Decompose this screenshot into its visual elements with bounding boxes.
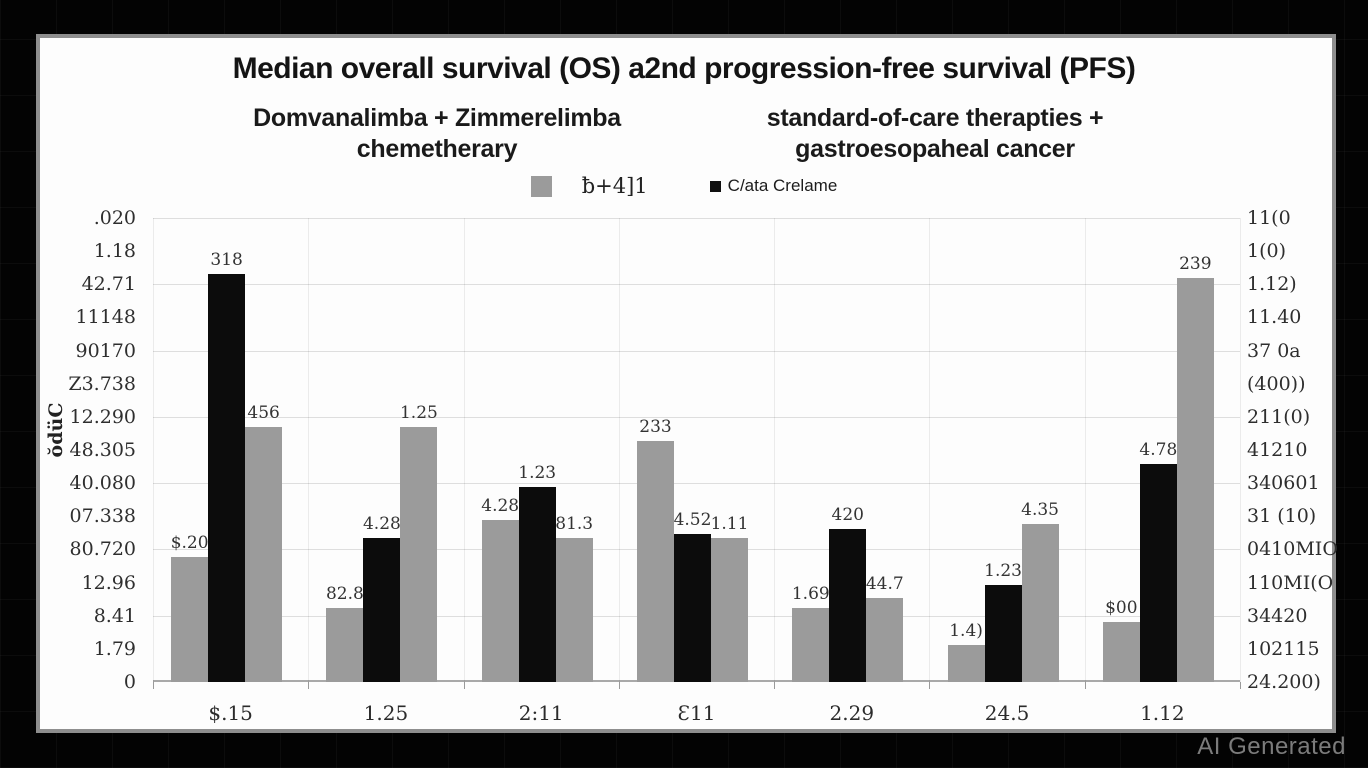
bar-group [948, 500, 1059, 682]
bar-value-label: 1.25 [399, 403, 438, 423]
gray-bar [481, 496, 520, 682]
bar-value-label: 4.28 [481, 496, 520, 516]
right-tick-label: 110MI(O [1247, 571, 1334, 594]
left-tick-label: 07.338 [69, 505, 136, 528]
bar-group [1103, 254, 1214, 682]
subtitle-right-line2: gastroesopaheal cancer [795, 135, 1075, 163]
gray-bar [245, 403, 282, 682]
gray-bar [865, 574, 904, 682]
gridline [153, 351, 1240, 352]
legend-label-gray: ƀ+4]1 [581, 174, 648, 198]
subtitle-left-line1: Domvanalimba + Zimmerelimba [253, 104, 621, 132]
left-tick-label: 1.79 [93, 637, 136, 660]
x-axis-tickmark [464, 682, 465, 689]
x-category-label: $.15 [208, 701, 253, 725]
black-bar [518, 463, 557, 682]
bar-value-label: 4.78 [1139, 440, 1178, 460]
right-tick-label: 1(0) [1247, 240, 1287, 263]
bar-value-label: 44.7 [865, 574, 904, 594]
bar-value-label: 4.28 [362, 514, 401, 534]
vertical-gridline [1240, 218, 1241, 682]
gray-bar [1103, 598, 1140, 682]
x-category-label: 24.5 [984, 701, 1030, 725]
legend-label-black: C/ata Crelame [727, 176, 838, 195]
bar-value-label: 4.35 [1021, 500, 1059, 520]
left-tick-label: 42.71 [81, 273, 136, 296]
left-tick-label: 12.290 [69, 405, 136, 428]
y-axis-title: ŏdüC [45, 402, 67, 458]
right-tick-label: (400)) [1247, 372, 1306, 395]
bar-value-label: 81.3 [555, 514, 594, 534]
gridline [153, 218, 1240, 219]
bar-value-label: 318 [210, 250, 243, 270]
bar-value-label: 420 [831, 505, 865, 525]
left-tick-label: 48.305 [69, 439, 136, 461]
left-tick-label: 90170 [75, 339, 136, 362]
bar-value-label: 1.23 [984, 561, 1022, 581]
bar-value-label: $00 [1105, 598, 1138, 618]
gridline [153, 417, 1240, 418]
subtitle-left-line2: chemetherary [356, 135, 518, 163]
x-category-label: 2:11 [518, 701, 564, 725]
right-tick-label: 41210 [1247, 439, 1308, 461]
right-tick-label: 1.12) [1247, 273, 1297, 296]
gridline [153, 284, 1240, 285]
x-category-label: Ɛ11 [677, 701, 716, 725]
bar-value-label: 1.4) [949, 621, 983, 641]
x-axis-tickmark [308, 682, 309, 689]
gray-bar [325, 584, 364, 682]
subtitle-right-line1: standard-of-care therapties + [766, 104, 1104, 132]
bar-group [325, 403, 438, 682]
black-bar [829, 505, 866, 682]
left-tick-label: 1.18 [93, 240, 136, 263]
bar-value-label: 233 [639, 417, 672, 437]
right-tick-label: 340601 [1247, 472, 1320, 495]
gray-bar [555, 514, 594, 682]
right-tick-label: 11.40 [1247, 306, 1302, 329]
right-tick-label: 31 (10) [1247, 505, 1317, 528]
right-tick-label: 11(0 [1247, 207, 1291, 229]
left-tick-label: Z3.738 [68, 372, 136, 395]
bar-value-label: 4.52 [673, 510, 712, 530]
bar-value-label: 1.23 [518, 463, 557, 483]
right-tick-label: 24.200) [1247, 671, 1321, 693]
vertical-gridline [1085, 218, 1086, 682]
vertical-gridline [929, 218, 930, 682]
legend-item-black [710, 176, 838, 196]
right-tick-label: 0410MIO [1247, 538, 1338, 561]
gray-bar [948, 621, 985, 682]
left-tick-label: 12.96 [81, 571, 136, 594]
legend-item-gray [531, 174, 648, 198]
left-tick-label: 8.41 [93, 604, 136, 627]
black-bar [1139, 440, 1178, 682]
bar-value-label: 456 [247, 403, 280, 423]
left-tick-label: 40.080 [69, 472, 136, 495]
gray-bar [399, 403, 438, 682]
x-category-label: 1.12 [1140, 701, 1185, 725]
bar-value-label: $.20 [170, 533, 209, 553]
right-tick-label: 211(0) [1247, 405, 1311, 428]
left-tick-label: .020 [93, 207, 136, 229]
subtitle-left [197, 103, 677, 165]
left-tick-label: 0 [123, 671, 136, 693]
gray-bar [1021, 500, 1059, 682]
vertical-gridline [774, 218, 775, 682]
gray-bar [791, 584, 830, 682]
vertical-gridline [153, 218, 154, 682]
bar-value-label: 239 [1179, 254, 1212, 274]
x-axis-tickmark [1085, 682, 1086, 689]
bar-value-label: 1.11 [710, 514, 749, 534]
right-tick-label: 37 0a [1247, 339, 1301, 362]
legend [0, 172, 1368, 200]
x-axis-tickmark [774, 682, 775, 689]
bar-group [791, 505, 904, 682]
x-category-label: 1.25 [363, 701, 409, 725]
x-axis-tickmark [929, 682, 930, 689]
vertical-gridline [308, 218, 309, 682]
x-axis-tickmark [153, 682, 154, 689]
gray-bar [710, 514, 749, 682]
ai-generated-watermark: AI Generated [1197, 733, 1346, 760]
gray-bar [1177, 254, 1214, 682]
vertical-gridline [464, 218, 465, 682]
right-tick-label: 34420 [1247, 604, 1308, 627]
x-axis-tickmark [1240, 682, 1241, 689]
bar-group [637, 417, 749, 682]
bar-group [481, 463, 594, 682]
black-bar [984, 561, 1022, 682]
black-bar [208, 250, 245, 682]
black-series-swatch-icon [710, 181, 721, 192]
left-tick-label: 80.720 [69, 538, 136, 561]
right-tick-label: 102115 [1247, 637, 1320, 660]
gray-bar [170, 533, 209, 682]
bar-group [170, 250, 282, 682]
bar-value-label: 1.69 [791, 584, 830, 604]
gray-bar [637, 417, 674, 682]
subtitle-right [690, 103, 1180, 165]
black-bar [673, 510, 712, 682]
gray-series-swatch-icon [531, 176, 552, 197]
x-category-label: 2.29 [829, 701, 875, 725]
chart-title: Median overall survival (OS) a2nd progression-free survival (PFS) [232, 52, 1136, 85]
black-bar [362, 514, 401, 682]
plot-area [153, 210, 1240, 682]
bar-value-label: 82.8 [325, 584, 364, 604]
vertical-gridline [619, 218, 620, 682]
x-axis-tickmark [619, 682, 620, 689]
left-tick-label: 11148 [75, 306, 136, 329]
